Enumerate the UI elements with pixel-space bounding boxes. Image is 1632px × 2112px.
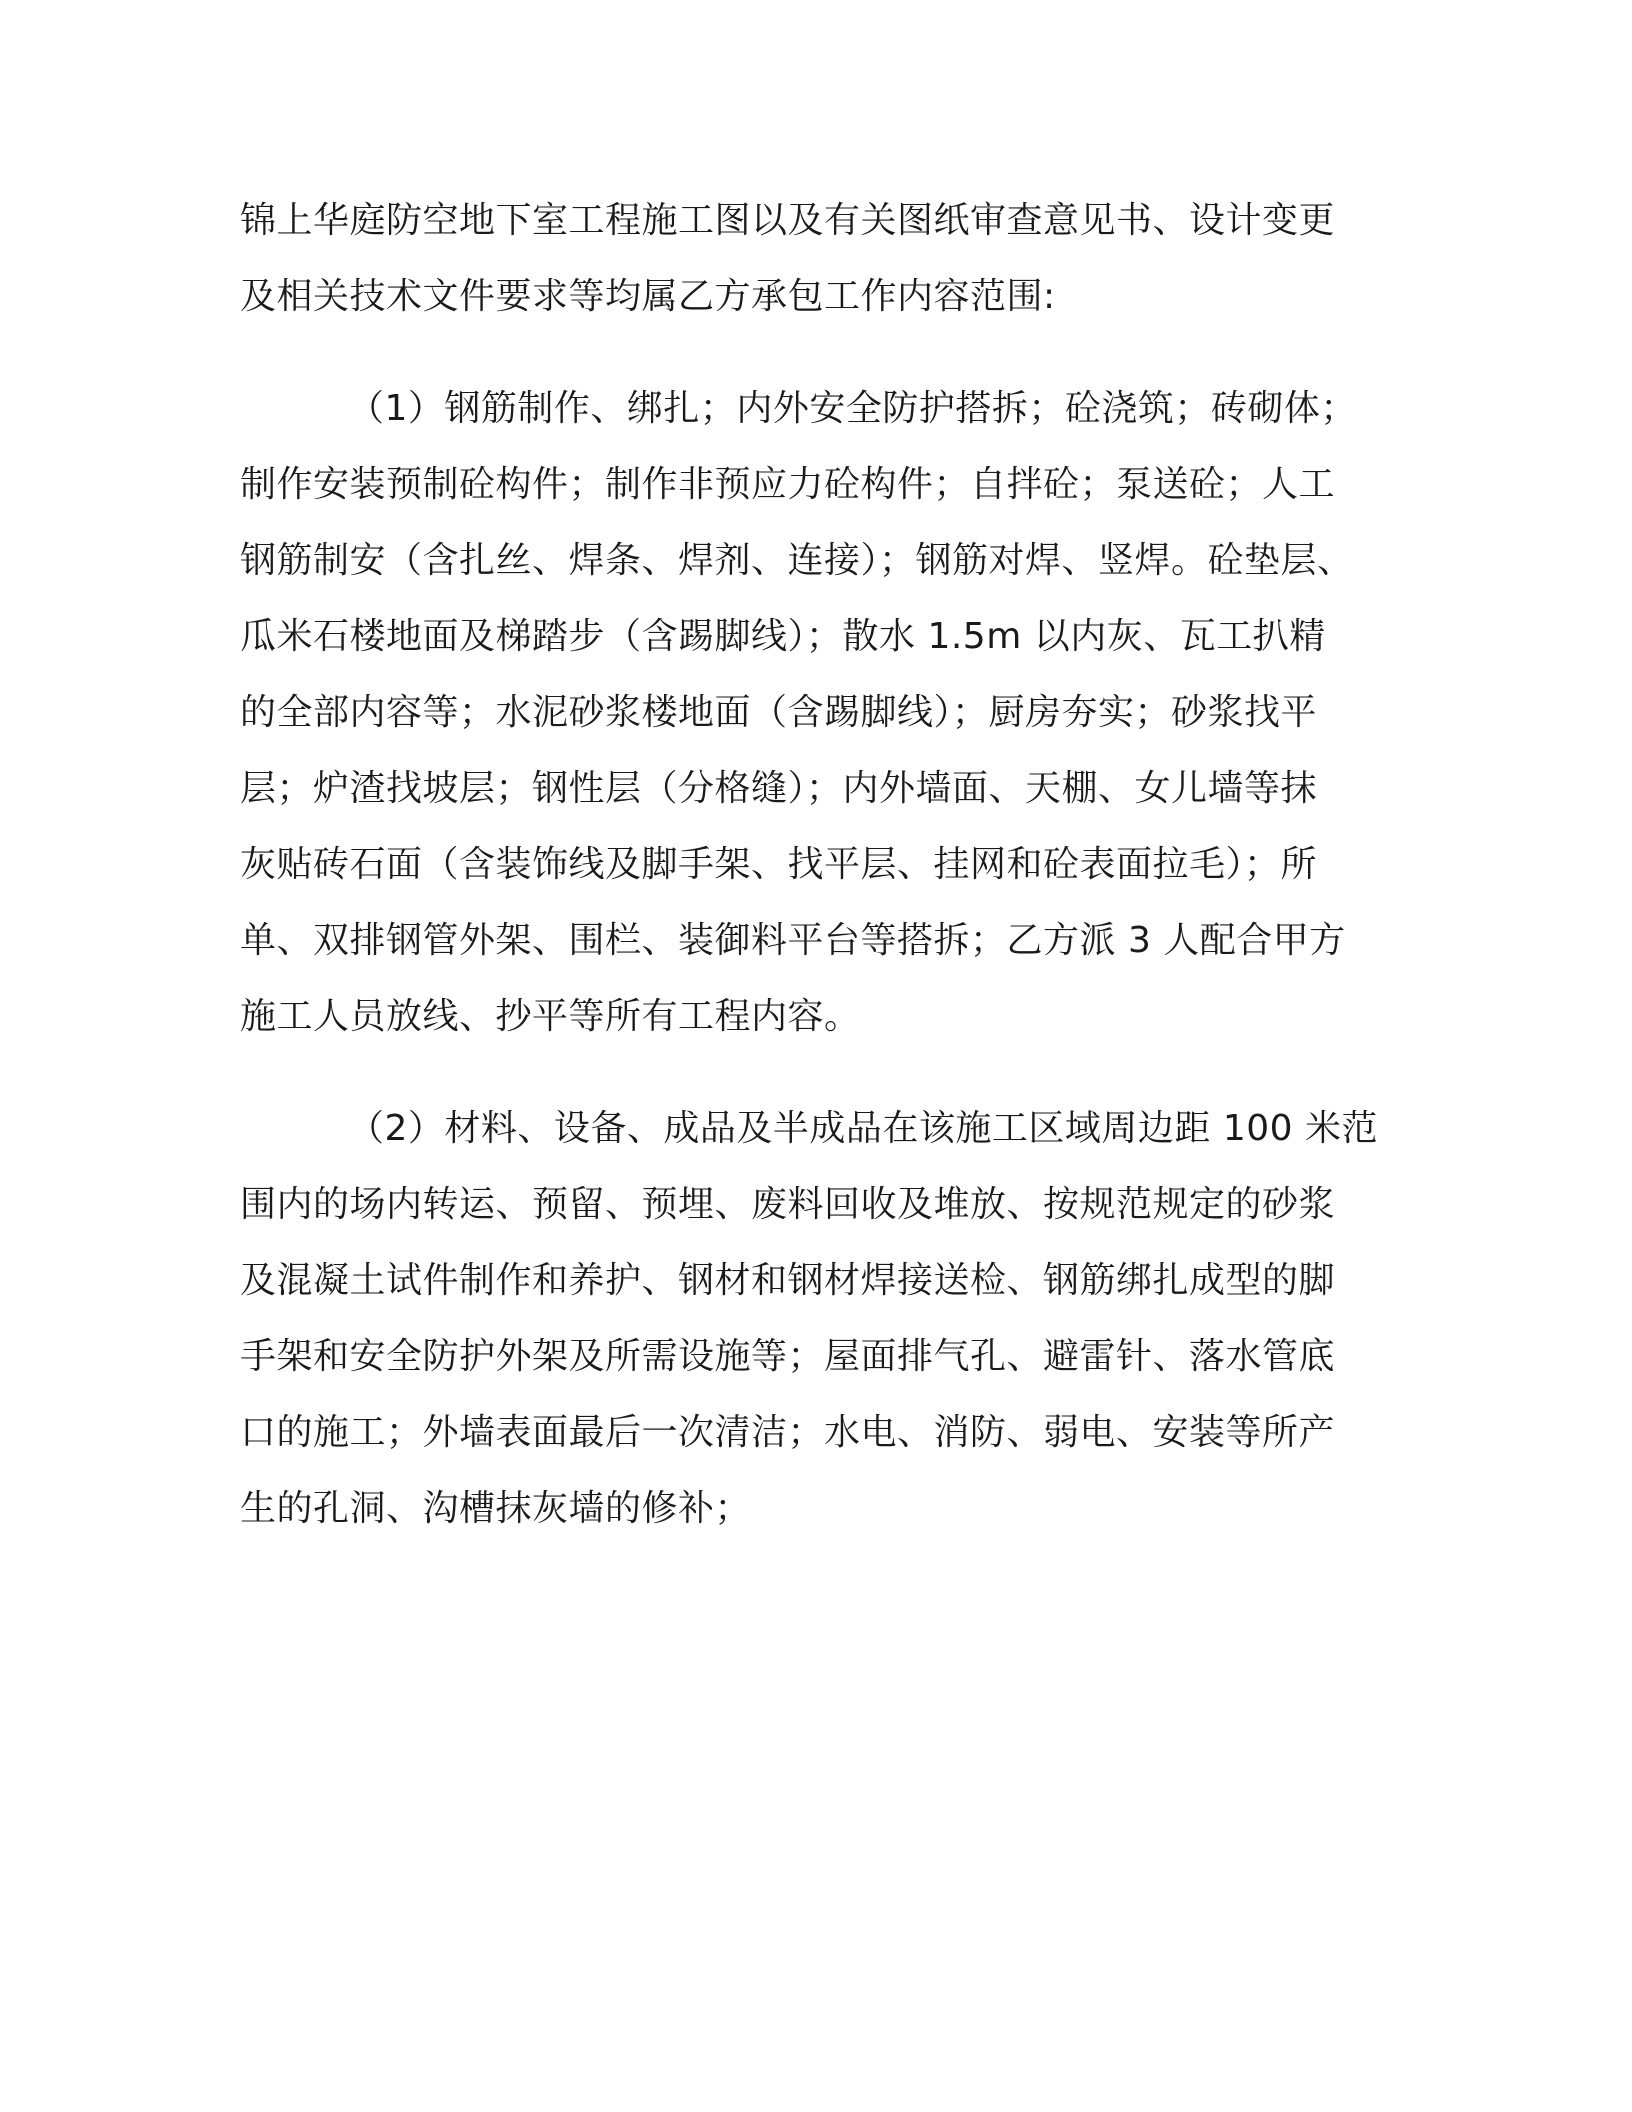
paragraph-item-2 (240, 1091, 1379, 1547)
text-line: 层；炉渣找坡层；钢性层（分格缝）；内外墙面、天棚、女儿墙等抹 (240, 768, 1318, 809)
text-line: 围内的场内转运、预留、预埋、废料回收及堆放、按规范规定的砂浆 (240, 1184, 1336, 1225)
paragraph-scope-intro (240, 183, 1372, 335)
paragraph-item-1 (240, 371, 1372, 1055)
text-line: 及混凝土试件制作和养护、钢材和钢材焊接送检、钢筋绑扎成型的脚 (240, 1260, 1336, 1301)
document-body (240, 183, 1379, 1547)
text-line: （2）材料、设备、成品及半成品在该施工区域周边距 100 米范 (348, 1108, 1379, 1149)
text-line: 单、双排钢管外架、围栏、装御料平台等搭拆；乙方派 3 人配合甲方 (240, 920, 1346, 961)
text-line: 制作安装预制砼构件；制作非预应力砼构件；自拌砼；泵送砼；人工 (240, 464, 1336, 505)
text-line: 的全部内容等；水泥砂浆楼地面（含踢脚线）；厨房夯实；砂浆找平 (240, 692, 1318, 733)
text-line: 灰贴砖石面（含装饰线及脚手架、找平层、挂网和砼表面拉毛）；所 (240, 844, 1318, 885)
text-line: 施工人员放线、抄平等所有工程内容。 (240, 996, 861, 1037)
text-line: 生的孔洞、沟槽抹灰墙的修补； (240, 1488, 752, 1529)
text-line: 锦上华庭防空地下室工程施工图以及有关图纸审查意见书、设计变更 (240, 200, 1336, 241)
text-line: 及相关技术文件要求等均属乙方承包工作内容范围: (240, 276, 1056, 317)
text-line: 口的施工；外墙表面最后一次清洁；水电、消防、弱电、安装等所产 (240, 1412, 1336, 1453)
text-line: 手架和安全防护外架及所需设施等；屋面排气孔、避雷针、落水管底 (240, 1336, 1336, 1377)
text-line: 钢筋制安（含扎丝、焊条、焊剂、连接）；钢筋对焊、竖焊。砼垫层、 (240, 540, 1354, 581)
text-line: （1）钢筋制作、绑扎；内外安全防护搭拆；砼浇筑；砖砌体； (348, 388, 1357, 429)
text-line: 瓜米石楼地面及梯踏步（含踢脚线）；散水 1.5m 以内灰、瓦工扒精 (240, 616, 1326, 657)
